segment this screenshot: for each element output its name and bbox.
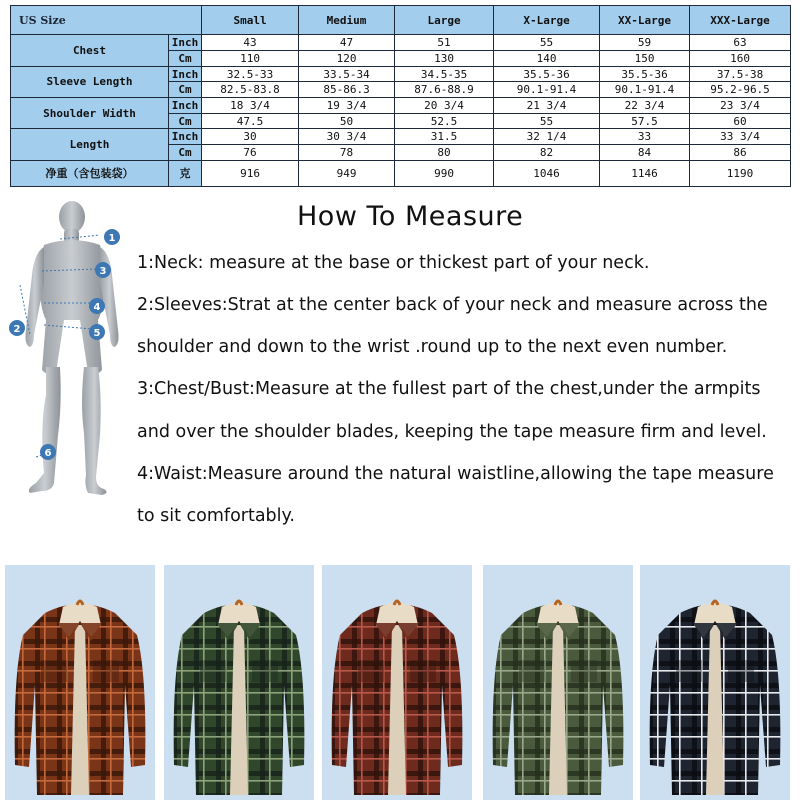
table-cell: 80: [395, 145, 494, 161]
table-cell: 32 1/4: [494, 129, 600, 145]
table-row: [11, 98, 791, 114]
size-chart-title: US Size: [11, 6, 202, 35]
table-cell: 990: [395, 160, 494, 186]
table-cell: 23 3/4: [690, 98, 791, 114]
table-cell: 43: [202, 35, 299, 51]
unit-inch: Inch: [169, 66, 202, 82]
table-cell: 57.5: [600, 113, 690, 129]
product-photo[interactable]: [322, 565, 472, 800]
size-header: Small: [202, 6, 299, 35]
table-row: [11, 35, 791, 51]
table-cell: 35.5-36: [494, 66, 600, 82]
black-white-plaid-jacket-icon: [640, 565, 790, 800]
table-cell: 90.1-91.4: [494, 82, 600, 98]
marker-6-icon: 6: [44, 448, 52, 459]
product-photo[interactable]: [164, 565, 314, 800]
table-cell: 55: [494, 113, 600, 129]
table-cell: 76: [202, 145, 299, 161]
table-row: [11, 66, 791, 82]
table-cell: 55: [494, 35, 600, 51]
table-cell: 1190: [690, 160, 791, 186]
table-cell: 20 3/4: [395, 98, 494, 114]
table-cell: 120: [299, 50, 395, 66]
table-cell: 63: [690, 35, 791, 51]
table-cell: 1046: [494, 160, 600, 186]
measurement-label: Length: [11, 129, 169, 160]
product-photo[interactable]: [483, 565, 633, 800]
olive-plaid-jacket-icon: [483, 565, 633, 800]
table-cell: 82.5-83.8: [202, 82, 299, 98]
table-header-row: [11, 6, 791, 35]
table-cell: 110: [202, 50, 299, 66]
weight-label: 净重（含包装袋）: [11, 160, 169, 186]
table-cell: 130: [395, 50, 494, 66]
table-cell: 78: [299, 145, 395, 161]
table-cell: 18 3/4: [202, 98, 299, 114]
unit-inch: Inch: [169, 98, 202, 114]
table-cell: 160: [690, 50, 791, 66]
unit-cm: Cm: [169, 50, 202, 66]
size-header: X-Large: [494, 6, 600, 35]
table-cell: 60: [690, 113, 791, 129]
measure-line-waist-cont: to sit comfortably.: [137, 506, 295, 526]
table-cell: 51: [395, 35, 494, 51]
table-cell: 21 3/4: [494, 98, 600, 114]
table-cell: 22 3/4: [600, 98, 690, 114]
table-cell: 47.5: [202, 113, 299, 129]
product-photo[interactable]: [5, 565, 155, 800]
weight-unit: 克: [169, 160, 202, 186]
table-cell: 33.5-34: [299, 66, 395, 82]
table-cell: 84: [600, 145, 690, 161]
table-cell: 59: [600, 35, 690, 51]
table-row: [11, 129, 791, 145]
size-header: XX-Large: [600, 6, 690, 35]
table-cell: 916: [202, 160, 299, 186]
marker-3-icon: 3: [99, 266, 107, 277]
unit-inch: Inch: [169, 35, 202, 51]
table-cell: 47: [299, 35, 395, 51]
table-cell: 50: [299, 113, 395, 129]
product-photo[interactable]: [640, 565, 790, 800]
table-cell: 30 3/4: [299, 129, 395, 145]
measure-line-neck: 1:Neck: measure at the base or thickest part of your neck.: [137, 253, 650, 273]
table-cell: 150: [600, 50, 690, 66]
table-cell: 90.1-91.4: [600, 82, 690, 98]
size-header: Medium: [299, 6, 395, 35]
table-cell: 87.6-88.9: [395, 82, 494, 98]
size-chart-table: [10, 5, 791, 187]
table-cell: 1146: [600, 160, 690, 186]
measure-line-sleeves-cont: shoulder and down to the wrist .round up to the next even number.: [137, 337, 728, 357]
how-to-measure-title: How To Measure: [297, 201, 524, 232]
marker-5-icon: 5: [93, 328, 101, 339]
table-cell: 949: [299, 160, 395, 186]
measure-line-waist: 4:Waist:Measure around the natural waistline,allowing the tape measure: [137, 464, 774, 484]
marker-2-icon: 2: [13, 324, 21, 335]
unit-inch: Inch: [169, 129, 202, 145]
measure-line-chest-cont: and over the shoulder blades, keeping the tape measure firm and level.: [137, 422, 767, 442]
unit-cm: Cm: [169, 82, 202, 98]
table-cell: 82: [494, 145, 600, 161]
measure-line-chest: 3:Chest/Bust:Measure at the fullest part of the chest,under the armpits: [137, 379, 761, 399]
size-header: Large: [395, 6, 494, 35]
unit-cm: Cm: [169, 145, 202, 161]
size-header: XXX-Large: [690, 6, 791, 35]
measurement-label: Shoulder Width: [11, 98, 169, 129]
table-cell: 31.5: [395, 129, 494, 145]
red-plaid-jacket-icon: [322, 565, 472, 800]
measure-line-sleeves: 2:Sleeves:Strat at the center back of your neck and measure across the: [137, 295, 768, 315]
measurement-label: Chest: [11, 35, 169, 66]
table-cell: 33 3/4: [690, 129, 791, 145]
measurement-label: Sleeve Length: [11, 66, 169, 97]
table-row-weight: [11, 160, 791, 186]
table-cell: 86: [690, 145, 791, 161]
table-cell: 85-86.3: [299, 82, 395, 98]
human-silhouette-icon: [26, 201, 119, 495]
brown-plaid-jacket-icon: [5, 565, 155, 800]
table-cell: 37.5-38: [690, 66, 791, 82]
table-cell: 52.5: [395, 113, 494, 129]
table-cell: 95.2-96.5: [690, 82, 791, 98]
marker-1-icon: 1: [108, 233, 116, 244]
body-measure-figure: [0, 195, 135, 500]
table-cell: 34.5-35: [395, 66, 494, 82]
table-cell: 19 3/4: [299, 98, 395, 114]
table-cell: 140: [494, 50, 600, 66]
marker-4-icon: 4: [93, 302, 101, 313]
table-cell: 32.5-33: [202, 66, 299, 82]
table-cell: 35.5-36: [600, 66, 690, 82]
table-cell: 33: [600, 129, 690, 145]
unit-cm: Cm: [169, 113, 202, 129]
green-plaid-jacket-icon: [164, 565, 314, 800]
table-cell: 30: [202, 129, 299, 145]
